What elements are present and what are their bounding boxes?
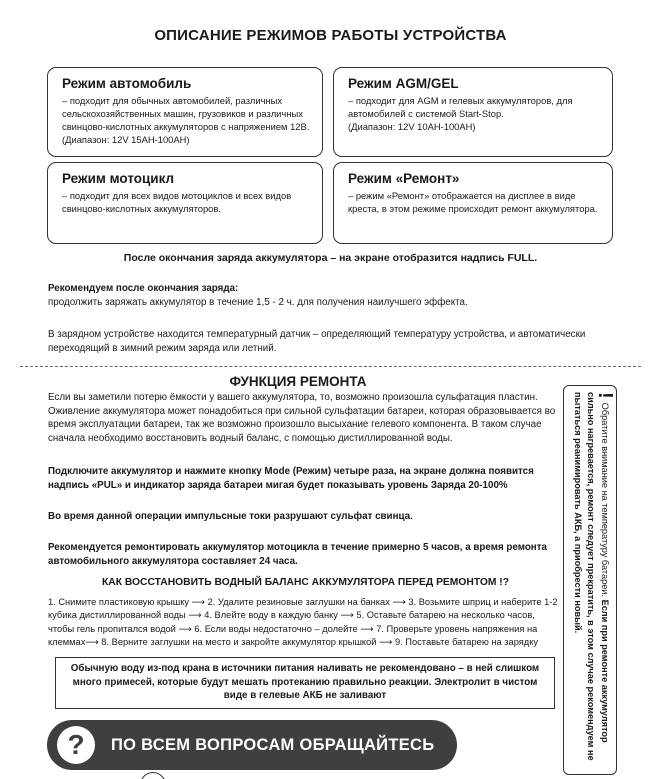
- repair-pulse-note: Во время данной операции импульсные токи разрушают сульфат свинца.: [48, 511, 413, 522]
- mode-name: Режим автомобиль: [62, 76, 192, 91]
- mode-name: Режим «Ремонт»: [348, 171, 460, 186]
- banner-text: ПО ВСЕМ ВОПРОСАМ ОБРАЩАЙТЕСЬ: [111, 735, 435, 754]
- recommendation-heading: Рекомендуем после окончания заряда:: [48, 283, 239, 294]
- full-charge-note: После окончания заряда аккумулятора – на экране отобразится надпись FULL.: [123, 252, 538, 264]
- mode-card-repair: [333, 162, 613, 244]
- mode-range: (Диапазон: 12V 10AH-100AH): [348, 121, 476, 132]
- page-title: ОПИСАНИЕ РЕЖИМОВ РАБОТЫ УСТРОЙСТВА: [154, 27, 507, 44]
- mode-name: Режим мотоцикл: [62, 171, 175, 186]
- recommendation-text: продолжить заряжать аккумулятор в течение 1,5 - 2 ч. для получения наилучшего эффекта.: [48, 297, 468, 308]
- repair-section-title: ФУНКЦИЯ РЕМОНТА: [229, 374, 367, 389]
- mode-description: – подходит для всех видов мотоциклов и всех видов свинцово-кислотных аккумуляторов.: [62, 190, 292, 214]
- question-icon: ?: [57, 726, 95, 764]
- contact-banner: [47, 720, 457, 770]
- side-note-text: Если при ремонте аккумулятор сильно нагревается, ремонт следует прекратить, в этом случае рекомендуем не пытаться реанимировать АКБ, а приобрести новый.: [573, 392, 610, 761]
- temperature-sensor-note: В зарядном устройстве находится температурный датчик – определяющий температуру устройства, и автоматически переходящий в зимний режим заряда или летний.: [48, 329, 586, 354]
- mode-card-car: [47, 67, 323, 157]
- tap-water-warning: Обычную воду из-под крана в источники питания наливать не рекомендовано – в ней слишком много примесей, которые будут мешать протеканию правильно реакции. Электролит в чистом виде в гелевые АКБ не заливают: [55, 657, 555, 709]
- temperature-warning-sidebar: [563, 385, 617, 775]
- mode-description: – подходит для AGM и гелевых аккумуляторов, для автомобилей с системой Start-Stop.: [348, 95, 573, 119]
- mode-range: (Диапазон: 12V 15AH-100AH): [62, 134, 190, 145]
- side-note-lead: Обратите внимание на температуру батареи.: [600, 402, 610, 597]
- mode-description: – режим «Ремонт» отображается на дисплее в виде креста, в этом режиме происходит ремонт аккумулятора.: [348, 190, 598, 214]
- mode-name: Режим AGM/GEL: [348, 76, 459, 91]
- repair-duration: Рекомендуется ремонтировать аккумулятор мотоцикла в течение примерно 5 часов, а время ремонта автомобильного аккумулятора составляет 24 часа.: [48, 542, 547, 567]
- repair-instruction: Подключите аккумулятор и нажмите кнопку Mode (Режим) четыре раза, на экране должна появится надпись «PUL» и индикатор заряда батареи мигая будет показывать уровень Заряда 20-100%: [48, 466, 534, 491]
- recommendation: [48, 282, 618, 310]
- section-divider: [20, 366, 641, 367]
- exclamation-icon: !: [594, 392, 616, 399]
- mode-card-agm-gel: [333, 67, 613, 157]
- water-balance-title: КАК ВОССТАНОВИТЬ ВОДНЫЙ БАЛАНС АККУМУЛЯТОРА ПЕРЕД РЕМОНТОМ !?: [101, 577, 510, 588]
- mode-card-motorcycle: [47, 162, 323, 244]
- water-balance-steps: 1. Снимите пластиковую крышку ⟶ 2. Удалите резиновые заглушки на банках ⟶ 3. Возьмите шприц и наберите 1-2 кубика дистиллированной воды ⟶ 4. Влейте воду в каждую банку ⟶ 5. Оставьте батарею на несколько часов, чтобы гель пропитался водой ⟶ 6. Если воды недостаточно – долейте ⟶ 7. Проверьте уровень напряжения на клеммах⟶ 8. Верните заглушки на место и закройте аккумулятор крышкой ⟶ 9. Поставьте батарею на зарядку: [48, 597, 558, 648]
- repair-intro: Если вы заметили потерю ёмкости у вашего аккумулятора, то, возможно произошла сульфатация пластин. Оживление аккумулятора может понадобиться при сильной сульфатации батареи, которая образовывается во время эксплуатации батареи, так же возможно произошло высыхание гелевого компонента. В таком случае сначала необходимо восстановить водный баланс, с помощью дистиллированной воды.: [48, 392, 556, 444]
- circle-icon: [140, 772, 166, 779]
- mode-description: – подходит для обычных автомобилей, различных сельскохозяйственных машин, грузовиков и различных свинцово-кислотных аккумуляторов с напряжением 12В.: [62, 95, 310, 132]
